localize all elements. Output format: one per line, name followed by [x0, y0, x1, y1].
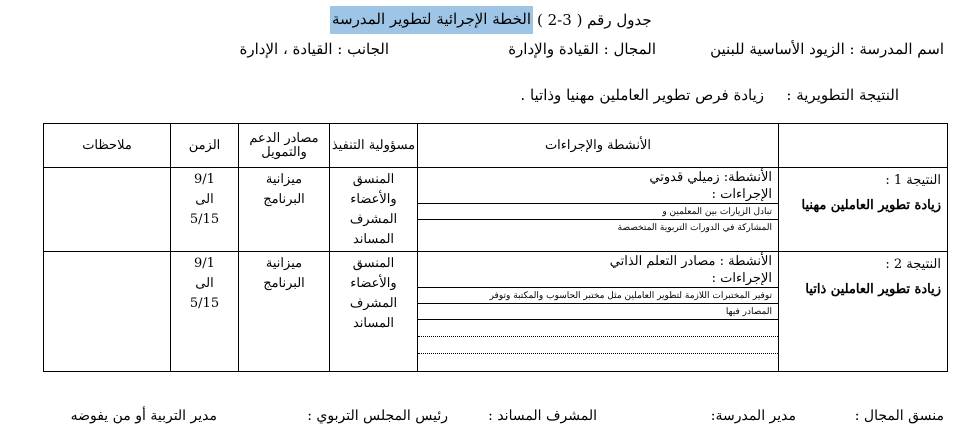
- domain-label: المجال : القيادة والإدارة: [508, 40, 656, 58]
- procedures-text-1: توفير المختبرات اللازمة لتطوير العاملين مثل مختبر الحاسوب والمكتبة وتوفر: [418, 288, 778, 304]
- page-title: [330, 5, 700, 35]
- procedures-label: الإجراءات :: [418, 187, 778, 204]
- responsibility-line: والأعضاء: [350, 276, 397, 291]
- plan-table: [43, 123, 948, 372]
- time-cell: [171, 168, 239, 252]
- responsibility-line: المساند: [352, 232, 395, 247]
- responsibility-line: المنسق: [352, 256, 395, 271]
- header-activities: الأنشطة والإجراءات: [418, 124, 779, 168]
- header-responsibility: مسؤولية التنفيذ: [330, 124, 418, 168]
- time-to: الى: [195, 192, 214, 207]
- time-to: الى: [195, 276, 214, 291]
- result-title: النتيجة 1 :: [885, 173, 941, 188]
- header-funding: مصادر الدعم والتمويل: [239, 124, 330, 168]
- time-cell: [171, 252, 239, 372]
- school-name: اسم المدرسة : الزيود الأساسية للبنين: [710, 40, 944, 58]
- table-number: جدول رقم ( 3-2 ): [537, 11, 652, 29]
- result-text: زيادة تطوير العاملين ذاتيا: [805, 282, 941, 297]
- header-notes: ملاحظات: [44, 124, 171, 168]
- table-row: [44, 168, 948, 252]
- procedures-text-2: المشاركة في الدورات التربوية المتخصصة: [617, 223, 772, 233]
- blank-line: [418, 354, 778, 371]
- responsibility-line: المنسق: [352, 172, 395, 187]
- time-end: 5/15: [189, 296, 220, 311]
- funding-line: ميزانية: [265, 172, 303, 187]
- funding-cell: [239, 252, 330, 372]
- time-end: 5/15: [189, 212, 220, 227]
- funding-line: ميزانية: [265, 256, 303, 271]
- funding-line: البرنامج: [263, 192, 305, 207]
- activities-cell: [418, 252, 779, 372]
- responsibility-line: والأعضاء: [350, 192, 397, 207]
- plan-title: الخطة الإجرائية لتطوير المدرسة: [330, 6, 533, 34]
- responsibility-cell: [330, 252, 418, 372]
- aspect-label: الجانب : القيادة ، الإدارة: [239, 40, 389, 58]
- time-start: 9/1: [194, 256, 215, 271]
- table-row: [44, 252, 948, 372]
- footer-principal: مدير المدرسة:: [710, 408, 796, 424]
- notes-cell: [44, 252, 171, 372]
- activities-cell: [418, 168, 779, 252]
- responsibility-cell: [330, 168, 418, 252]
- footer-supervisor: المشرف المساند :: [488, 408, 597, 424]
- procedures-text-2: المصادر فيها: [418, 304, 778, 320]
- time-start: 9/1: [194, 172, 215, 187]
- blank-line: [418, 337, 778, 354]
- outcome-label: النتيجة التطويرية :: [786, 86, 899, 104]
- responsibility-line: المشرف: [349, 212, 398, 227]
- footer-director: مدير التربية أو من يفوضه: [70, 408, 217, 424]
- header-result: [779, 124, 948, 168]
- result-cell: [779, 168, 948, 252]
- footer-coordinator: منسق المجال :: [854, 408, 944, 424]
- result-title: النتيجة 2 :: [885, 257, 941, 272]
- outcome-value: زيادة فرص تطوير العاملين مهنيا وذاتيا .: [520, 86, 764, 104]
- activity-name: الأنشطة: زميلي قدوتي: [649, 170, 772, 185]
- responsibility-line: المساند: [352, 316, 395, 331]
- notes-cell: [44, 168, 171, 252]
- footer-council-head: رئيس المجلس التربوي :: [307, 408, 448, 424]
- funding-cell: [239, 168, 330, 252]
- procedures-label: الإجراءات :: [418, 271, 778, 288]
- table-header-row: [44, 124, 948, 168]
- result-cell: [779, 252, 948, 372]
- responsibility-line: المشرف: [349, 296, 398, 311]
- procedures-text-1: تبادل الزيارات بين المعلمين و: [418, 204, 778, 220]
- funding-line: البرنامج: [263, 276, 305, 291]
- activity-name: الأنشطة : مصادر التعلم الذاتي: [609, 254, 772, 269]
- header-time: الزمن: [171, 124, 239, 168]
- result-text: زيادة تطوير العاملين مهنيا: [801, 198, 941, 213]
- blank-line: [418, 320, 778, 337]
